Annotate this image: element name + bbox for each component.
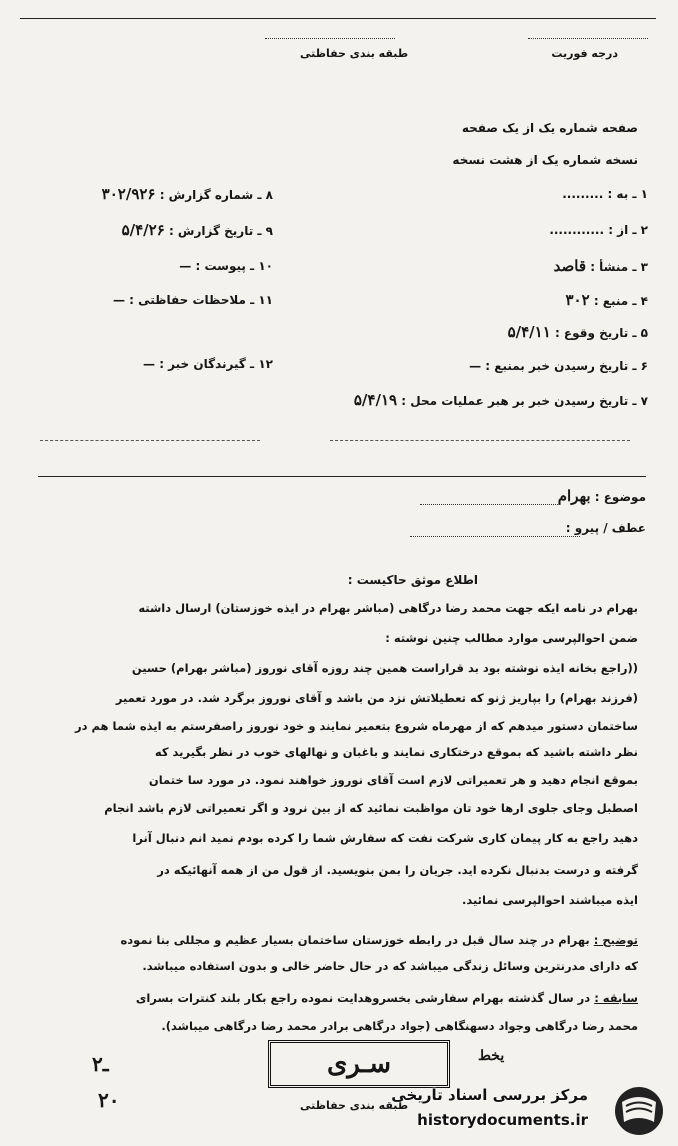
page-number-info: صفحه شماره یک از یک صفحه (461, 121, 638, 135)
body-line: ضمن احوالپرسی موارد مطالب چنین نوشته : (385, 631, 638, 645)
field-report-number (102, 186, 273, 203)
copy-number-info: نسخه شماره یک از هشت نسخه (452, 153, 638, 167)
secret-stamp (268, 1040, 450, 1088)
field-attachment-label: ۱۰ ـ پیوست : (195, 259, 273, 273)
field-attachment-value: — (179, 259, 192, 273)
watermark-title: مرکز بررسی اسناد تاریخی (391, 1086, 588, 1104)
field-occurrence-date-value: ۵/۴/۱۱ (507, 323, 551, 341)
field-occurrence-date-label: ۵ ـ تاریخ وقوع : (554, 326, 648, 340)
background-label: سابقه : (594, 991, 638, 1005)
field-recipients (143, 356, 273, 372)
dashed-line (330, 440, 630, 441)
body-line: ((راجع بخانه ایذه نوشته بود بد قراراست همین چند روزه آقای نوروز (مباشر بهرام) حسین (131, 661, 638, 675)
field-from (549, 222, 648, 238)
field-source-received-date (469, 358, 648, 374)
dashed-line (40, 440, 260, 441)
body-line: ساختمان دستور میدهم که از مهرماه شروع بتعمیر نمایند و خود نوروز راصفرستم به ایذه شما هم در (75, 719, 638, 733)
background-line (38, 990, 638, 1006)
explanation-line (38, 932, 638, 948)
field-to-value: ......... (562, 187, 604, 201)
body-heading: اطلاع موثق حاکیست : (347, 573, 478, 587)
field-ops-received-date (354, 392, 648, 409)
subject-dotted-line (420, 504, 560, 505)
field-to-label: ۱ ـ به : (607, 187, 648, 201)
field-security-notes-value: — (112, 293, 125, 307)
header-divider (38, 476, 646, 477)
field-security-notes (113, 292, 273, 308)
priority-dotted-line (528, 38, 648, 39)
body-line: دهید راجع به کار پیمان کاری شرکت نفت که سفارش شما را کرده بودم نمید انم دنبال آنرا (132, 831, 638, 845)
field-report-date-value: ۵/۴/۲۶ (121, 221, 165, 239)
field-occurrence-date (508, 324, 648, 341)
signature: یخط (478, 1048, 505, 1064)
body-line: اصطبل وجای جلوی ارها خود تان مواظبت نمائید که از بین نرود و اگر تعمیراتی لازم باشد انجام (104, 801, 638, 815)
classification-dotted-line (265, 38, 395, 39)
body-line: نظر داشته باشید که بموقع درختکاری نمایند و باغبان و نهالهای خوب در نظر بگیرید که (154, 745, 638, 759)
reference-label: عطف / پیرو : (565, 521, 646, 535)
subject-line (558, 488, 646, 505)
field-from-label: ۲ ـ از : (608, 223, 648, 237)
field-origin-value: قاصد (553, 257, 586, 275)
explanation-text: بهرام در چند سال قبل در رابطه خوزستان ساختمان بسیار عظیم و مجللی بنا نموده (120, 933, 590, 947)
field-report-date-label: ۹ ـ تاریخ گزارش : (168, 224, 273, 238)
classification-label-bottom: طبقه بندی حفاظتی (300, 1099, 409, 1112)
body-line: ایذه میباشند احوالپرسی نمائید. (461, 893, 638, 907)
body-line: بموقع انجام دهید و هر تعمیراتی لازم است آقای نوروز خواهند نمود. در مورد سا ختمان (148, 773, 638, 787)
body-line: بهرام در نامه ایکه جهت محمد رضا درگاهی (مباشر بهرام در ایذه خوزستان) ارسال داشته (138, 601, 638, 615)
field-ops-received-date-value: ۵/۴/۱۹ (353, 391, 398, 409)
field-source-received-date-label: ۶ ـ تاریخ رسیدن خبر بمنبع : (485, 359, 648, 373)
field-report-number-value: ۳۰۲/۹۲۶ (101, 185, 156, 203)
field-recipients-value: — (143, 357, 156, 371)
field-report-date (122, 222, 273, 239)
field-source-received-date-value: — (469, 359, 482, 373)
subject-value: بهرام (557, 487, 591, 505)
explanation-line: که دارای مدرنترین وسائل زندگی میباشد که در حال حاضر خالی و بدون استفاده میباشد. (142, 959, 638, 973)
field-origin (554, 258, 648, 275)
top-border-line (20, 18, 656, 19)
reference-line (566, 520, 646, 536)
background-text: در سال گذشته بهرام سفارشی بخسروهدایت نموده راجع بکار بلند کنترات بسرای (135, 991, 591, 1005)
priority-label: درجه فوریت (551, 47, 618, 60)
field-source-label: ۴ ـ منبع : (593, 294, 648, 308)
field-origin-label: ۳ ـ منشأ : (590, 260, 648, 274)
body-line: (فرزند بهرام) را بپاریز ژنو که تعطیلاتش نزد من باشد و آقای نوروز برگرد شد. در مورد تعمیر (115, 691, 638, 705)
handwritten-note-1: ۲ـ (92, 1052, 109, 1076)
field-ops-received-date-label: ۷ ـ تاریخ رسیدن خبر بر هبر عملیات محل : (401, 394, 648, 408)
field-source (565, 292, 648, 309)
field-attachment (179, 258, 273, 274)
subject-label: موضوع : (594, 490, 646, 504)
reference-dotted-line (410, 536, 580, 537)
classification-label-top: طبقه بندی حفاظتی (300, 47, 409, 60)
background-line: محمد رضا درگاهی وجواد دسهنگاهی (جواد درگاهی برادر محمد رضا درگاهی میباشد). (161, 1019, 638, 1033)
field-to (562, 186, 648, 202)
handwritten-note-2: ۲۰ (98, 1088, 120, 1112)
field-recipients-label: ۱۲ ـ گیرندگان خبر : (159, 357, 273, 371)
field-security-notes-label: ۱۱ ـ ملاحظات حفاظتی : (129, 293, 273, 307)
secret-stamp-text: سـری (326, 1049, 392, 1079)
explanation-label: توضیح : (593, 933, 638, 947)
field-source-value: ۳۰۲ (565, 291, 590, 309)
field-report-number-label: ۸ ـ شماره گزارش : (159, 188, 273, 202)
watermark (391, 1084, 670, 1138)
body-line: گرفته و درست بدنبال نکرده اید. جریان را بمن بنویسید. از قول من از همه آنهائیکه در (157, 863, 638, 877)
watermark-url: historydocuments.ir (417, 1111, 588, 1129)
archive-logo-icon (608, 1084, 670, 1138)
field-from-value: ............ (549, 223, 605, 237)
